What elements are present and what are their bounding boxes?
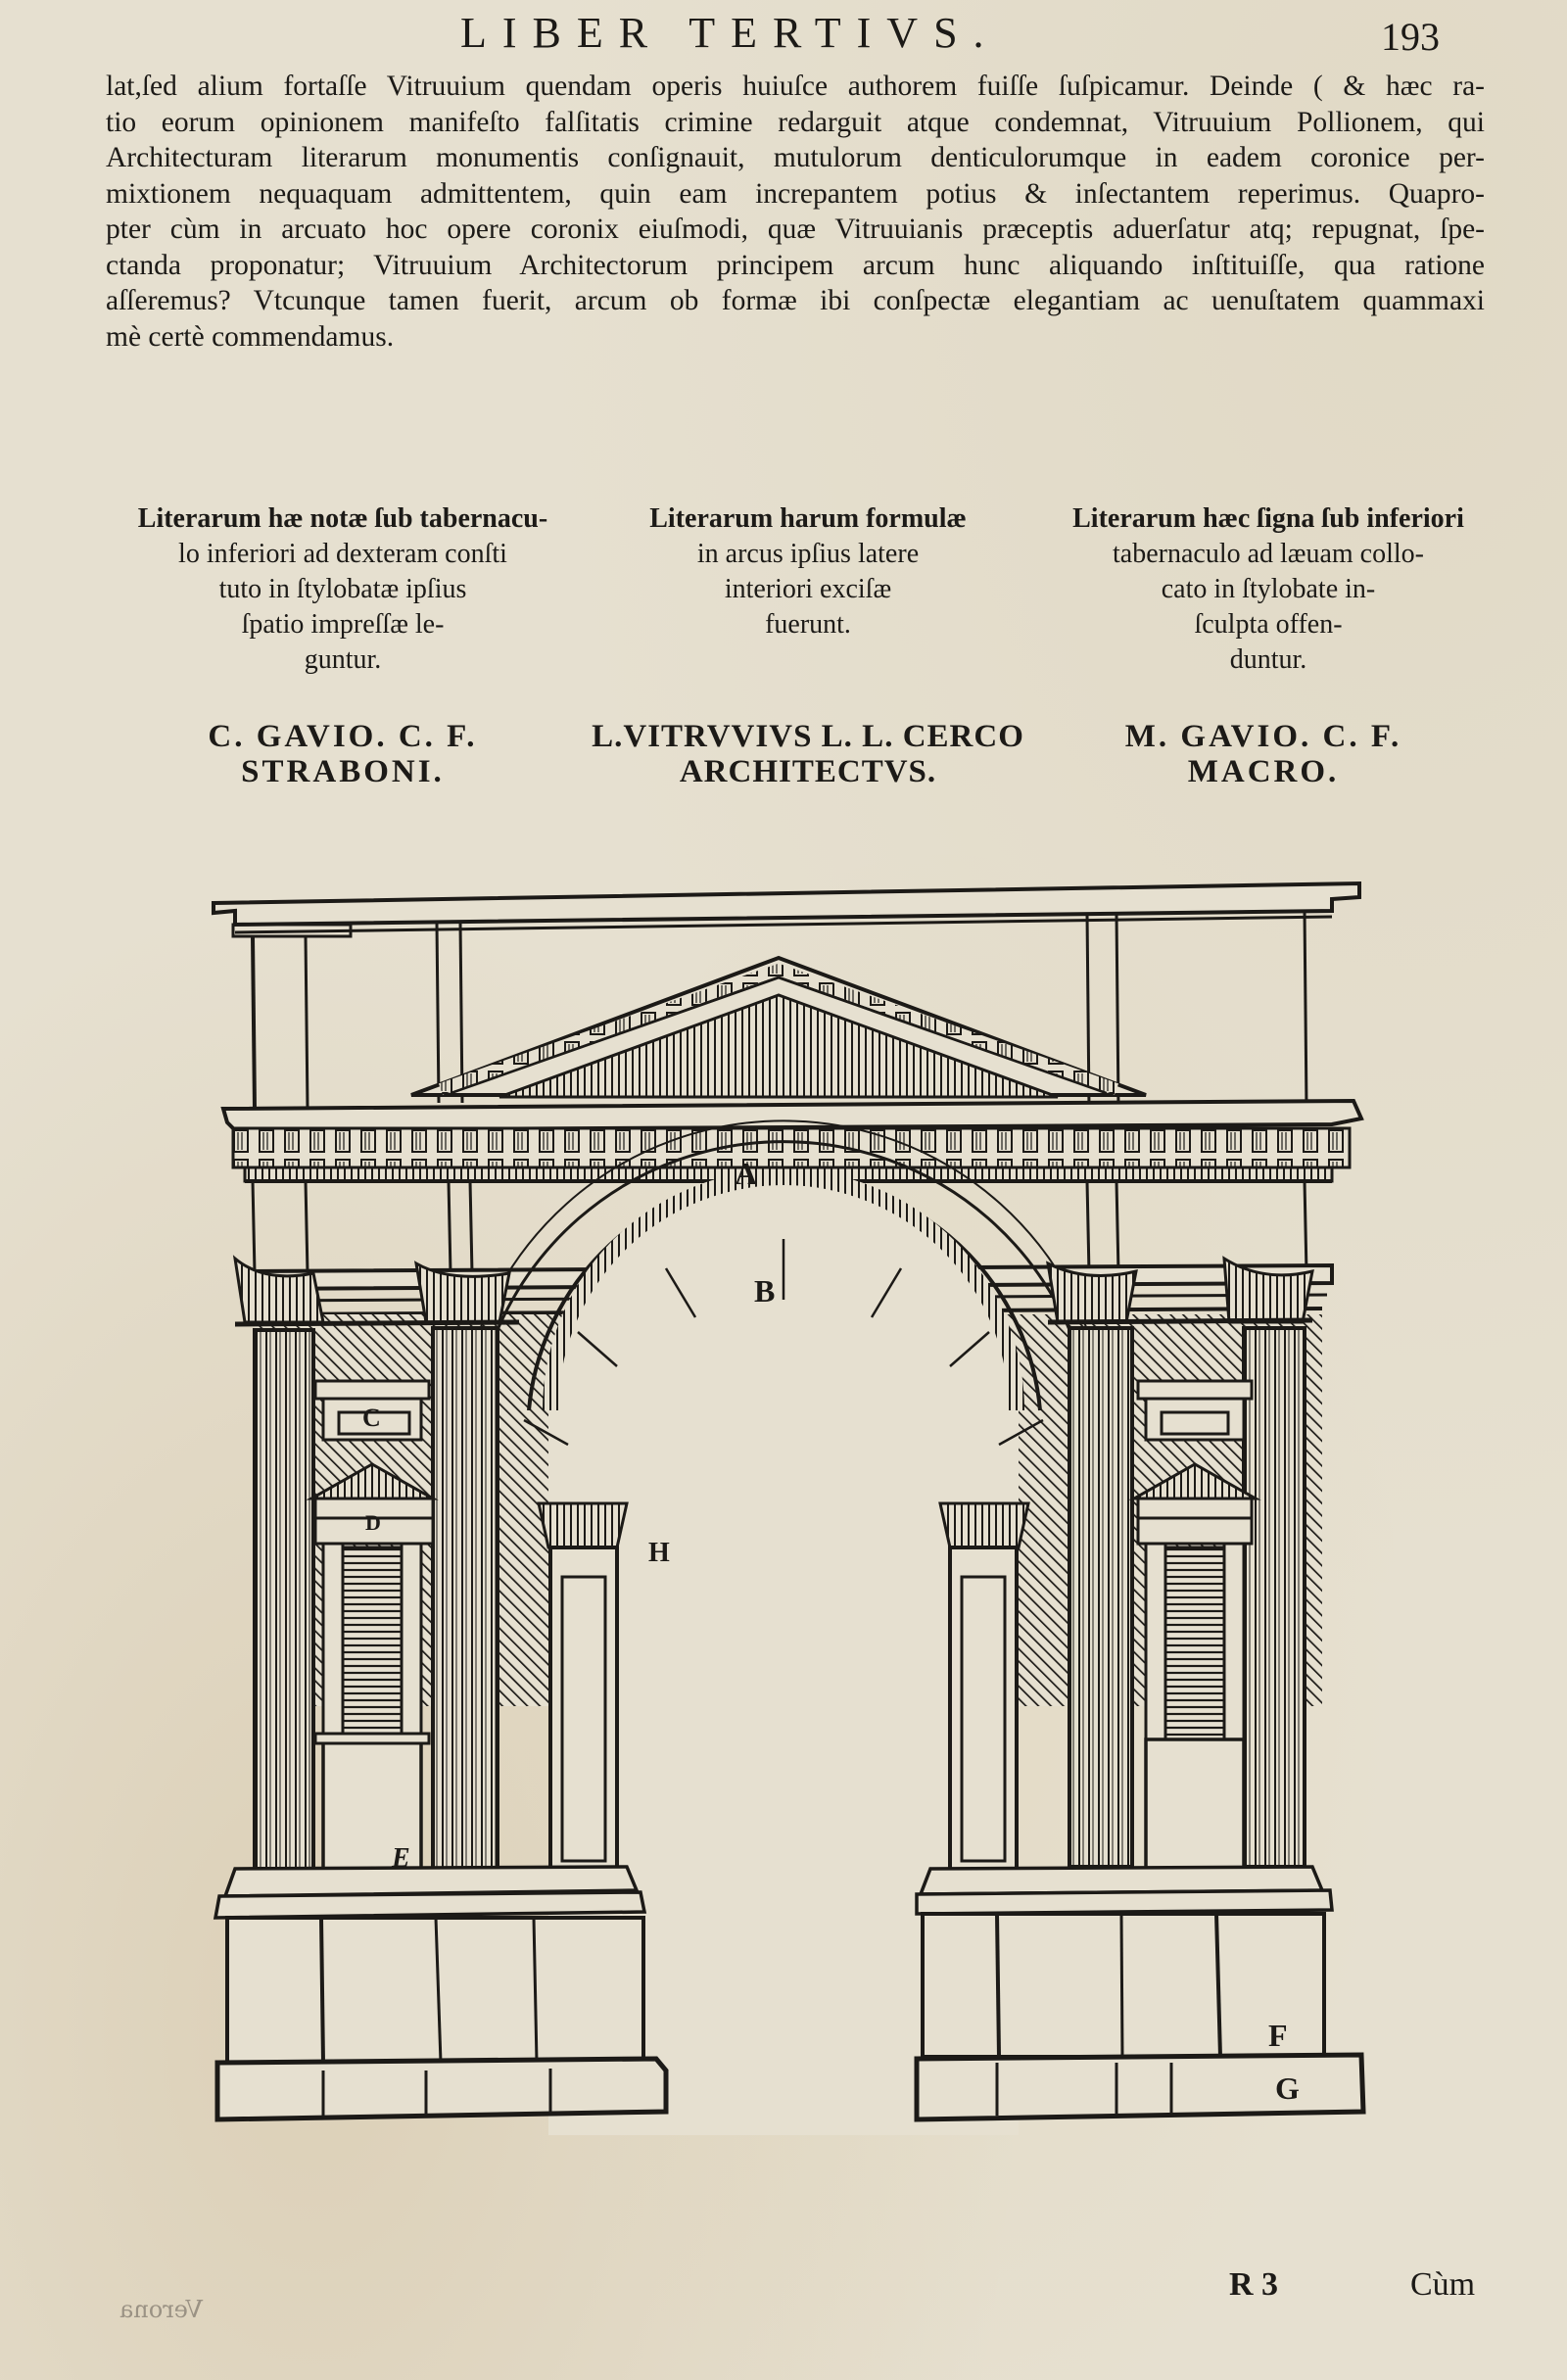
arch-drawing-svg [206, 862, 1371, 2243]
inscription-line: STRABONI. [241, 754, 445, 789]
caption-line: Literarum hæc ſigna ſub inferiori [1072, 503, 1464, 534]
caption-line: guntur. [304, 644, 382, 675]
caption-line: tabernaculo ad læuam collo- [1113, 539, 1424, 569]
page-number: 193 [1381, 15, 1440, 59]
running-title: LIBER TERTIVS. [460, 9, 1000, 57]
caption-center [597, 501, 1019, 643]
body-line: mixtionem nequaquam admittentem, quin eam increpantem potius & inſectantem reperimus. Quapro- [106, 177, 1485, 210]
inscription-right [1058, 719, 1469, 789]
figure-label-a: A [735, 1156, 758, 1191]
caption-line: interiori exciſæ [724, 574, 892, 604]
inscription-left [137, 719, 548, 789]
figure-label-h: H [648, 1538, 670, 1568]
caption-line: ſpatio impreſſæ le- [241, 609, 445, 640]
inscription-line: C. GAVIO. C. F. [208, 719, 478, 754]
figure-label-g: G [1275, 2071, 1300, 2106]
figure-label-d: D [365, 1510, 381, 1535]
body-paragraph [106, 69, 1485, 355]
body-line: ctanda proponatur; Vitruuium Architectorum principem arcum hunc aliquando inſtituiſſe, qua ratione [106, 249, 1485, 281]
figure-label-f: F [1268, 2018, 1288, 2053]
running-head [0, 8, 1567, 67]
figure-label-c: C [362, 1404, 381, 1432]
body-line: tio eorum opinionem manifeſto falſitatis crimine redarguit atque condemnat, Vitruuium Pollionem, qui [106, 106, 1485, 138]
body-line: aſſeremus? Vtcunque tamen fuerit, arcum ob formæ ibi conſpectæ elegantiam ac uenuſtatem quammaxi [106, 285, 1485, 316]
caption-line: Literarum hæ notæ ſub tabernacu- [137, 503, 548, 534]
caption-left [108, 501, 578, 678]
inscription-line: L.VITRVVIVS L. L. CERCO [592, 719, 1024, 754]
signature-mark: R 3 [1229, 2266, 1279, 2303]
caption-line: in arcus ipſius latere [696, 539, 920, 569]
caption-line: duntur. [1229, 644, 1307, 675]
inscription-line: M. GAVIO. C. F. [1124, 719, 1402, 754]
body-line: mè certè commendamus. [106, 320, 395, 353]
catchword: Cùm [1410, 2266, 1476, 2303]
bleed-through-text: Verona [119, 2296, 204, 2323]
caption-line: tuto in ſtylobatæ ipſius [218, 574, 467, 604]
caption-line: fuerunt. [765, 609, 851, 640]
body-line: Architecturam literarum monumentis conſignauit, mutulorum denticulorumque in eadem coronice per- [106, 142, 1485, 173]
caption-line: lo inferiori ad dexteram conſti [178, 539, 507, 569]
caption-line: ſculpta offen- [1194, 609, 1343, 640]
inscription-line: ARCHITECTVS. [679, 754, 937, 789]
caption-right [1038, 501, 1498, 678]
body-line: lat,ſed alium fortaſſe Vitruuium quendam operis huiuſce authorem fuiſſe ſuſpicamur. Deinde ( & hæc ra- [106, 71, 1485, 102]
figure-label-b: B [754, 1273, 776, 1309]
body-line: pter cùm in arcuato hoc opere coronix eiuſmodi, quæ Vitruuianis præceptis aduerſatur atq; repugnat, ſpe- [106, 214, 1485, 245]
figure-label-e: E [392, 1843, 410, 1874]
inscription-center [578, 719, 1038, 789]
caption-line: Literarum harum formulæ [649, 503, 967, 534]
inscription-line: MACRO. [1187, 754, 1340, 789]
caption-line: cato in ſtylobate in- [1161, 574, 1376, 604]
arch-woodcut-figure [206, 862, 1371, 2243]
